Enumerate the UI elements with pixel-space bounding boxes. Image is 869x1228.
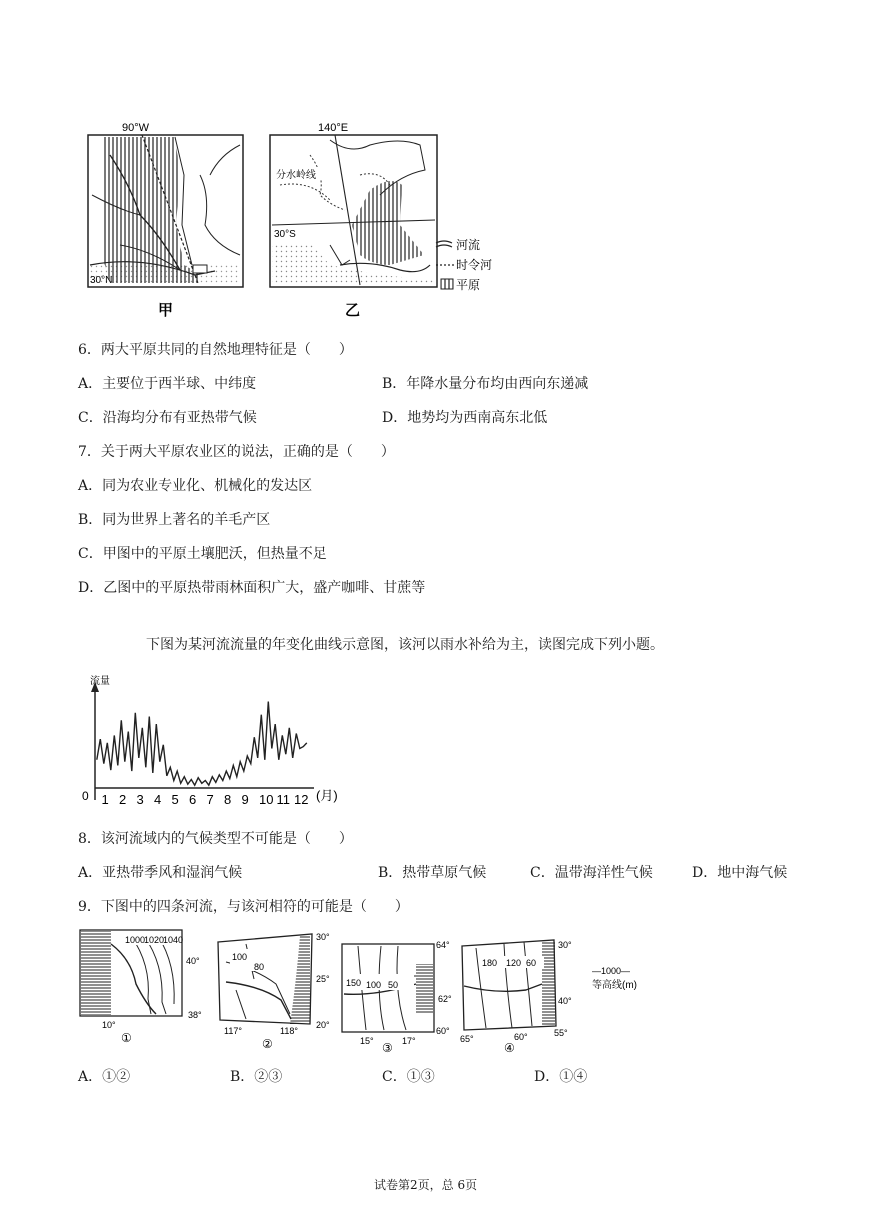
- map3-lon-17: 17°: [402, 1036, 416, 1046]
- q8-option-d[interactable]: D．地中海气候: [692, 865, 788, 881]
- x-axis-unit-label: (月): [316, 788, 338, 803]
- map2-lat-30: 30°: [316, 932, 330, 942]
- x-tick-label-5: 5: [171, 792, 179, 807]
- map4-lat-40: 40°: [558, 996, 572, 1006]
- x-tick-label-9: 9: [241, 792, 249, 807]
- map3-number: ③: [382, 1041, 393, 1055]
- map4-lon-60: 60°: [514, 1032, 528, 1042]
- question-9-stem: 9．下图中的四条河流，与该河相符的可能是（ ）: [78, 899, 409, 915]
- map4-lat-30: 30°: [558, 940, 572, 950]
- river-discharge-chart: [78, 672, 358, 812]
- map-yi-lat-label: 30°S: [274, 229, 296, 240]
- map-jia-caption: 甲: [158, 302, 174, 319]
- q6-option-c[interactable]: C．沿海均分布有亚热带气候: [78, 410, 257, 426]
- x-tick-label-8: 8: [224, 792, 232, 807]
- map3-contour-50: 50: [388, 980, 399, 990]
- q9-option-c[interactable]: C．①③: [382, 1069, 435, 1085]
- legend-river-label: 河流: [456, 238, 481, 252]
- q8-option-b[interactable]: B．热带草原气候: [378, 865, 487, 881]
- map-legend: [436, 237, 492, 292]
- map3-contour-150: 150: [346, 978, 362, 988]
- map4-contour-180: 180: [482, 958, 498, 968]
- river-map-4: [460, 940, 572, 1055]
- map2-lat-25: 25°: [316, 974, 330, 984]
- question-8-stem: 8．该河流域内的气候类型不可能是（ ）: [78, 831, 353, 847]
- map2-contour-80: 80: [254, 962, 265, 972]
- map1-lat-top: 40°: [186, 956, 200, 966]
- q8-option-a[interactable]: A．亚热带季风和湿润气候: [78, 865, 243, 881]
- intro-text: 下图为某河流流量的年变化曲线示意图，该河以雨水补给为主，读图完成下列小题。: [146, 637, 664, 653]
- map3-lat-60: 60°: [436, 1026, 450, 1036]
- map-yi-line-text: 分水岭线: [276, 170, 316, 181]
- river-map-1: [80, 930, 202, 1045]
- q9-option-d[interactable]: D．①④: [534, 1069, 588, 1085]
- q7-option-c[interactable]: C．甲图中的平原土壤肥沃，但热量不足: [78, 546, 327, 562]
- question-7-stem: 7．关于两大平原农业区的说法，正确的是（ ）: [78, 444, 395, 460]
- x-tick-label-7: 7: [206, 792, 214, 807]
- y-axis-label: 流量: [90, 676, 110, 687]
- x-tick-label-2: 2: [119, 792, 127, 807]
- map4-lon-55: 55°: [554, 1028, 568, 1038]
- map2-contour-100: 100: [232, 952, 248, 962]
- legend-seasonal-river-label: 时令河: [456, 258, 493, 272]
- map2-lon-117: 117°: [224, 1026, 242, 1036]
- map4-number: ④: [504, 1041, 515, 1055]
- x-tick-label-12: 12: [294, 792, 309, 807]
- map1-contour-1040: 1040: [163, 935, 184, 945]
- plain-maps-figure: [80, 115, 510, 325]
- map1-lat-bottom: 38°: [188, 1010, 202, 1020]
- map3-lon-15: 15°: [360, 1036, 374, 1046]
- q9-option-b[interactable]: B．②③: [230, 1069, 283, 1085]
- map1-number: ①: [121, 1031, 132, 1045]
- discharge-line: [97, 702, 307, 786]
- river-map-2: [218, 932, 330, 1051]
- q9-option-a[interactable]: A．①②: [78, 1069, 131, 1085]
- map2-lat-20: 20°: [316, 1020, 330, 1030]
- q7-option-a[interactable]: A．同为农业专业化、机械化的发达区: [78, 478, 313, 494]
- map-yi: [270, 122, 437, 319]
- q6-option-b[interactable]: B．年降水量分布均由西向东递减: [382, 376, 589, 392]
- contour-legend-label: 等高线(m): [592, 980, 637, 991]
- map-jia-lat-label: 30°N: [90, 275, 113, 286]
- x-tick-label-3: 3: [136, 792, 144, 807]
- map-jia: [88, 122, 243, 319]
- page-footer: 试卷第2页，总 6页: [374, 1178, 478, 1192]
- q6-option-d[interactable]: D．地势均为西南高东北低: [382, 410, 548, 426]
- legend-plain-label: 平原: [456, 278, 481, 292]
- x-tick-label-6: 6: [189, 792, 197, 807]
- q8-option-c[interactable]: C．温带海洋性气候: [530, 865, 653, 881]
- x-tick-label-1: 1: [101, 792, 109, 807]
- four-rivers-figure: [76, 924, 650, 1058]
- map-yi-caption: 乙: [345, 302, 361, 319]
- map-yi-lon-label: 140°E: [318, 122, 349, 134]
- river-map-3: [342, 940, 452, 1055]
- map3-contour-100: 100: [366, 980, 382, 990]
- map-jia-lon-label: 90°W: [122, 122, 150, 134]
- x-tick-label-10: 10: [259, 792, 274, 807]
- q7-option-b[interactable]: B．同为世界上著名的羊毛产区: [78, 512, 271, 528]
- x-tick-label-11: 11: [276, 792, 290, 807]
- q7-option-d[interactable]: D．乙图中的平原热带雨林面积广大，盛产咖啡、甘蔗等: [78, 580, 426, 596]
- x-tick-label-4: 4: [154, 792, 162, 807]
- map1-contour-1020: 1020: [144, 935, 165, 945]
- contour-legend-value: —1000—: [592, 966, 631, 976]
- map4-contour-120: 120: [506, 958, 522, 968]
- map1-lon: 10°: [102, 1020, 116, 1030]
- q6-option-a[interactable]: A．主要位于西半球、中纬度: [78, 376, 257, 392]
- question-6-stem: 6．两大平原共同的自然地理特征是（ ）: [78, 342, 353, 358]
- map2-lon-118: 118°: [280, 1026, 298, 1036]
- map4-contour-60: 60: [526, 958, 537, 968]
- map1-contour-1000: 1000: [125, 935, 146, 945]
- map3-lat-62: 62°: [438, 994, 452, 1004]
- map2-number: ②: [262, 1037, 273, 1051]
- map3-lat-64: 64°: [436, 940, 450, 950]
- map4-lon-65: 65°: [460, 1034, 474, 1044]
- origin-label: 0: [82, 789, 89, 803]
